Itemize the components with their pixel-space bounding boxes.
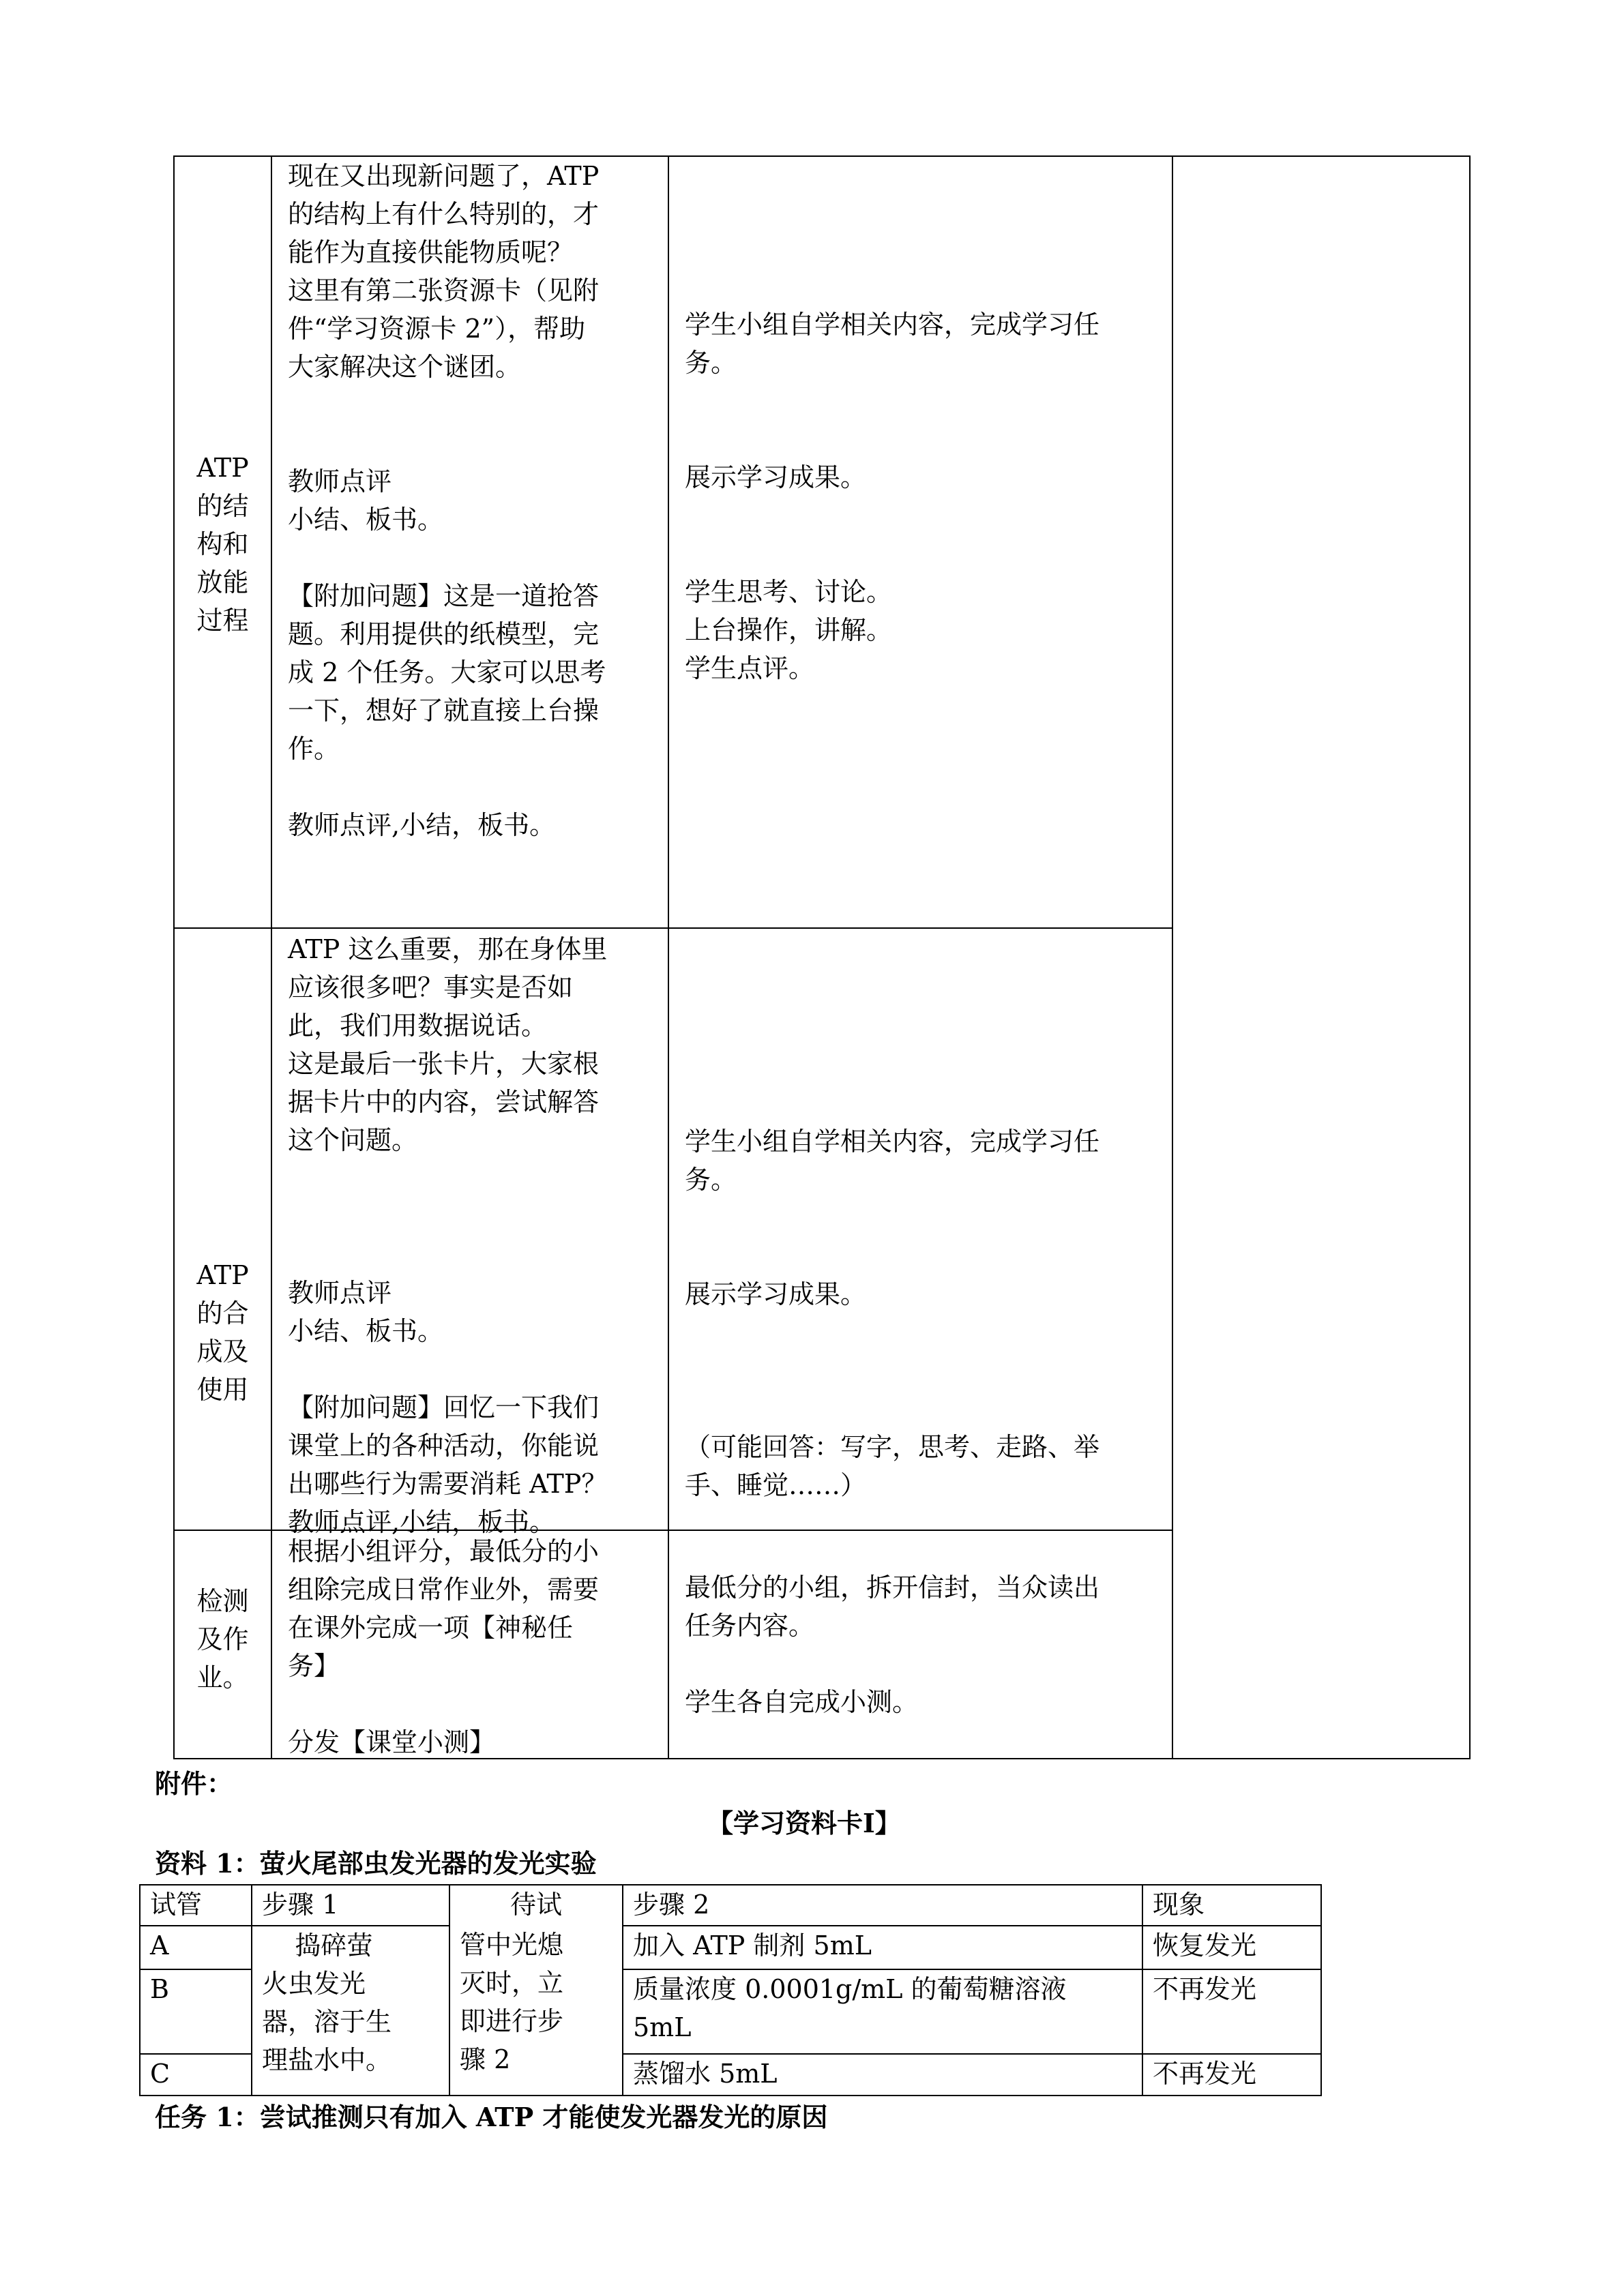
col-divider [668,157,669,1758]
header-wait: 待试 [449,1885,623,1926]
col-divider [271,157,272,1758]
lesson-table [173,155,1471,1759]
wait-cell: 管中光熄 灭时，立 即进行步 骤 2 [449,1926,623,2096]
card-title: 【学习资料卡Ⅰ】 [707,1808,901,1838]
student-activity: 最低分的小组，拆开信封，当众读出 任务内容。 学生各自完成小测。 [685,1572,1100,1717]
col-divider [1172,157,1173,1758]
row-topic: ATP 的合 成及 使用 [196,1260,249,1405]
step2-cell: 加入 ATP 制剂 5mL [623,1926,1142,1969]
teacher-activity: ATP 这么重要，那在身体里 应该很多吧？事实是否如 此，我们用数据说话。 这是最后一张卡片，大家根 据卡片中的内容，尝试解答 这个问题。 教师点评 小结、板书。 【附加问题】回忆一下我们 课堂上的各种活动，你能说 出哪些行为需要消耗 ATP？ 教师点评,小结，板书。 [288,934,608,1537]
teacher-activity: 根据小组评分，最低分的小 组除完成日常作业外，需要 在课外完成一项【神秘任 务】 分发【课堂小测】 [288,1536,600,1757]
tube-cell: A [140,1926,252,1969]
tube-cell: C [140,2054,252,2096]
step2-cell: 质量浓度 0.0001g/mL 的葡萄糖溶液 5mL [623,1969,1142,2054]
teacher-activity: 现在又出现新问题了，ATP 的结构上有什么特别的，才 能作为直接供能物质呢？ 这里有第二张资源卡（见附 件“学习资源卡 2”），帮助 大家解决这个谜团。 教师点评 小结、板书。 【附加问题】这是一道抢答 题。利用提供的纸模型，完 成 2 个任务。大家可以思考 一下，想好了就直接上台操 作。 教师点评,小结，板书。 [288,161,606,840]
result-cell: 不再发光 [1142,1969,1321,2054]
appendix-label: 附件： [155,1768,233,1799]
header-step2: 步骤 2 [623,1885,1142,1926]
row-topic: ATP 的结 构和 放能 过程 [196,453,249,636]
task-text: 任务 1：尝试推测只有加入 ATP 才能使发光器发光的原因 [155,2102,828,2132]
header-result: 现象 [1142,1885,1321,1926]
material-heading: 资料 1：萤火尾部虫发光器的发光实验 [155,1848,597,1879]
step2-cell: 蒸馏水 5mL [623,2054,1142,2096]
step1-cell: 捣碎萤 火虫发光 器，溶于生 理盐水中。 [252,1926,449,2096]
experiment-table [139,1884,1322,2096]
row-divider [175,927,1172,929]
student-activity: 学生小组自学相关内容，完成学习任 务。 展示学习成果。 （可能回答：写字，思考、走路、举 手、睡觉……） [685,1127,1100,1500]
header-tube: 试管 [140,1885,252,1926]
row-topic: 检测 及作 业。 [196,1586,249,1693]
tube-cell: B [140,1969,252,2054]
header-step1: 步骤 1 [252,1885,449,1926]
result-cell: 恢复发光 [1142,1926,1321,1969]
result-cell: 不再发光 [1142,2054,1321,2096]
student-activity: 学生小组自学相关内容，完成学习任 务。 展示学习成果。 学生思考、讨论。 上台操作，讲解。 学生点评。 [685,310,1100,683]
